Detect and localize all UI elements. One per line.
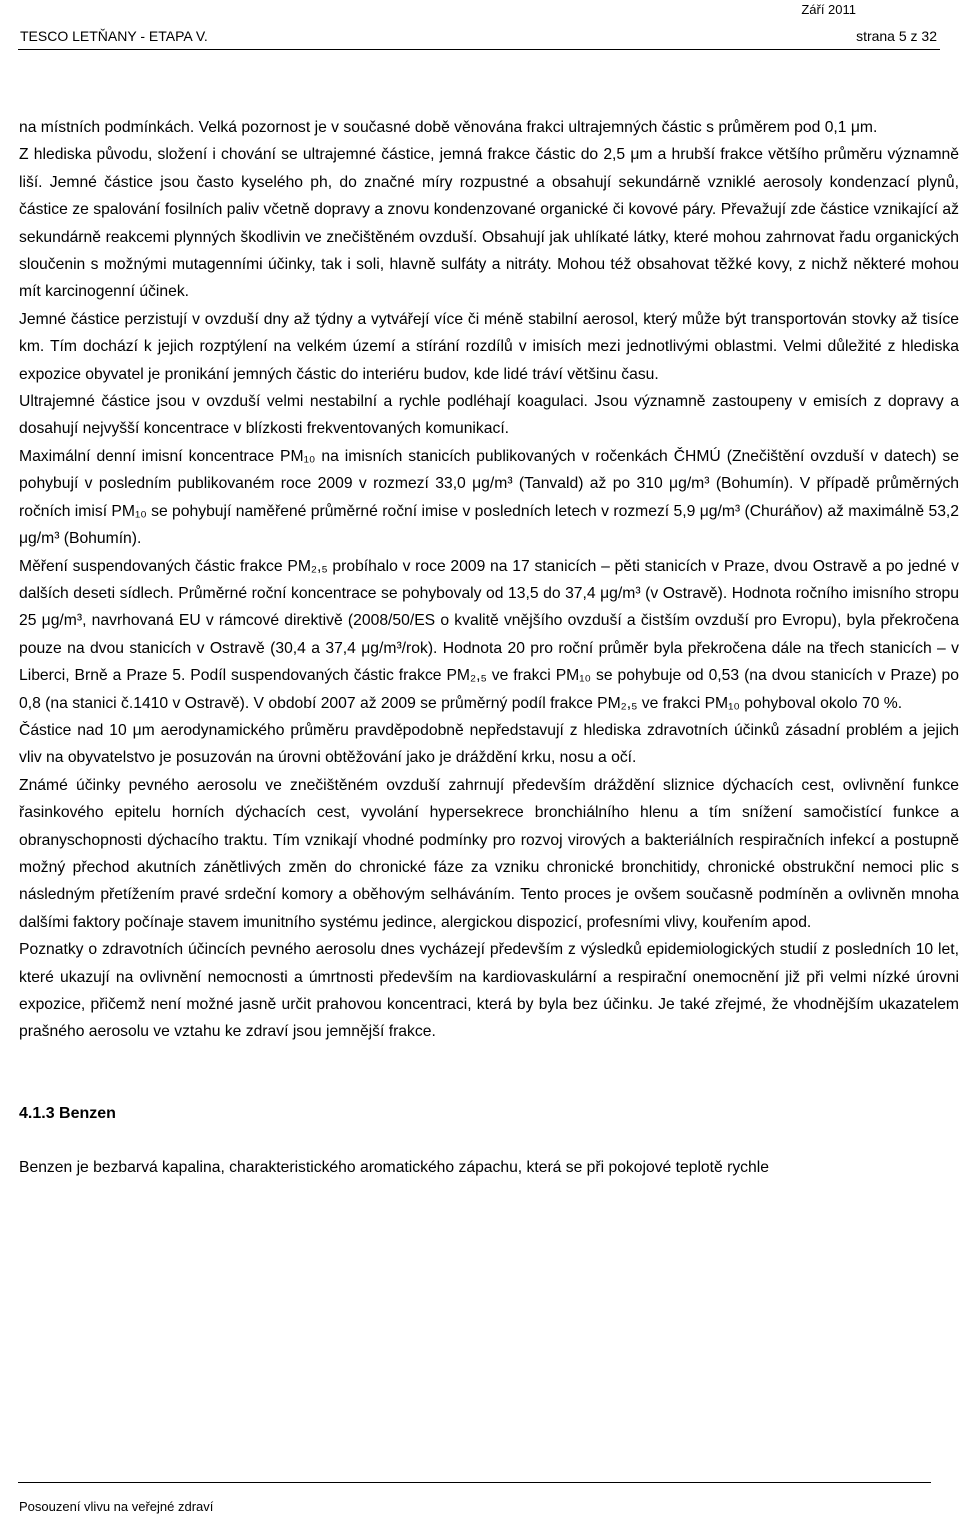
- footer-text: Posouzení vlivu na veřejné zdraví: [19, 1499, 214, 1514]
- paragraph: Částice nad 10 μm aerodynamického průměru pravděpodobně nepředstavují z hlediska zdravotních účinků zásadní problém a jejich vliv na obyvatelstvo je posuzován na úrovni obtěžování jako je dráždění krku, nosu a očí.: [19, 721, 959, 767]
- paragraph: Jemné částice perzistují v ovzduší dny až týdny a vytvářejí více či méně stabilní aerosol, který může být transportován stovky až tisíce km. Tím dochází k jejich rozptýlení na velkém území a stírání rozdílů v imisích mezi jednotlivými oblastmi. Velmi důležité z hlediska expozice obyvatel je pronikání jemných částic do interiéru budov, kde lidé tráví většinu času.: [19, 310, 959, 383]
- document-body: [19, 114, 959, 1182]
- spacer: [19, 1073, 959, 1100]
- paragraph: Maximální denní imisní koncentrace PM₁₀ na imisních stanicích publikovaných v ročenkách ČHMÚ (Znečištění ovzduší v datech) se pohybují v posledním publikovaném roce 2009 v rozmezí 33,0 μg/m³ (Tanvald) až po 310 μg/m³ (Bohumín). V případě průměrných ročních imisí PM₁₀ se pohybují naměřené průměrné roční imise v posledních letech v rozmezí 5,9 μg/m³ (Churáňov) až maximálně 53,2 μg/m³ (Bohumín).: [19, 447, 959, 548]
- header-project-title: TESCO LETŇANY - ETAPA V.: [20, 28, 208, 44]
- paragraph: Známé účinky pevného aerosolu ve znečištěném ovzduší zahrnují především dráždění sliznice dýchacích cest, ovlivnění funkce řasinkového epitelu horních dýchacích cest, vyvolání hypersekrece bronchiálního hlenu a tím snížení samočistící funkce a obranyschopnosti dýchacího traktu. Tím vznikají vhodné podmínky pro rozvoj virových a bakteriálních respiračních infekcí a postupně možný přechod akutních zánětlivých změn do chronické fáze za vzniku chronické bronchitidy, chronické obstrukční nemoci plic s následným přetížením pravé srdeční komory a oběhovým selháváním. Tento proces je ovšem současně podmíněn a ovlivněn mnoha dalšími faktory počínaje stavem imunitního systému jedince, alergickou dispozicí, profesními vlivy, kouřením apod.: [19, 776, 959, 931]
- spacer: [19, 1046, 959, 1073]
- header-page-number: strana 5 z 32: [856, 28, 937, 44]
- footer-divider: [18, 1482, 931, 1483]
- section-heading: 4.1.3 Benzen: [19, 1104, 116, 1122]
- header-divider: [18, 49, 940, 50]
- header-date: Září 2011: [801, 2, 856, 17]
- paragraph: Ultrajemné částice jsou v ovzduší velmi nestabilní a rychle podléhají koagulaci. Jsou významně zastoupeny v emisích z dopravy a dosahují nejvyšší koncentrace v blízkosti frekventovaných komunikací.: [19, 393, 959, 438]
- section-paragraph: Benzen je bezbarvá kapalina, charakteristického aromatického zápachu, která se při pokojové teplotě rychle: [19, 1159, 769, 1177]
- paragraph: Z hlediska původu, složení i chování se ultrajemné částice, jemná frakce částic do 2,5 μm a hrubší frakce většího průměru významně liší. Jemné částice jsou často kyselého ph, do značné míry rozpustné a obsahují sekundárně vzniklé aerosoly kondenzací plynů, částice ze spalování fosilních paliv včetně dopravy a znovu kondenzované organické či kovové páry. Převažují zde částice vznikající až sekundárně reakcemi plynných škodlivin ve znečištěném ovzduší. Obsahují jak uhlíkaté látky, které mohou zahrnovat řadu organických sloučenin s možnými mutagenními účinky, tak i soli, hlavně sulfáty a nitráty. Mohou též obsahovat těžké kovy, z nichž některé mohou mít karcinogenní účinek.: [19, 146, 959, 301]
- spacer: [19, 1127, 959, 1154]
- paragraph: na místních podmínkách. Velká pozornost je v současné době věnována frakci ultrajemných částic s průměrem pod 0,1 μm.: [19, 119, 878, 136]
- paragraph: Poznatky o zdravotních účincích pevného aerosolu dnes vycházejí především z výsledků epidemiologických studií z posledních 10 let, které ukazují na ovlivnění nemocnosti a úmrtnosti především na kardiovaskulární a respirační onemocnění již při velmi nízké úrovni expozice, přičemž není možné jasně určit prahovou koncentraci, která by byla bez účinku. Je také zřejmé, že vhodnějším ukazatelem prašného aerosolu ve vztahu ke zdraví jsou jemnější frakce.: [19, 941, 959, 1041]
- paragraph: Měření suspendovaných částic frakce PM₂,₅ probíhalo v roce 2009 na 17 stanicích – pěti stanicích v Praze, dvou Ostravě a po jedné v dalších deseti sídlech. Průměrné roční koncentrace se pohybovaly od 13,5 do 37,4 μg/m³ (v Ostravě). Hodnota ročního imisního stropu 25 μg/m³, navrhovaná EU v rámcové direktivě (2008/50/ES o kvalitě vnějšího ovzduší a čistším ovzduší pro Evropu), byla překročena pouze na dvou stanicích v Ostravě (30,4 a 37,4 μg/m³/rok). Hodnota 20 pro roční průměr byla překročena dále na třech stanicích – v Liberci, Brně a Praze 5. Podíl suspendovaných částic frakce PM₂,₅ ve frakci PM₁₀ se pohybuje od 0,53 (na dvou stanicích v Praze) po 0,8 (na stanici č.1410 v Ostravě). V období 2007 až 2009 se průměrný podíl frakce PM₂,₅ ve frakci PM₁₀ pohyboval okolo 70 %.: [19, 557, 959, 712]
